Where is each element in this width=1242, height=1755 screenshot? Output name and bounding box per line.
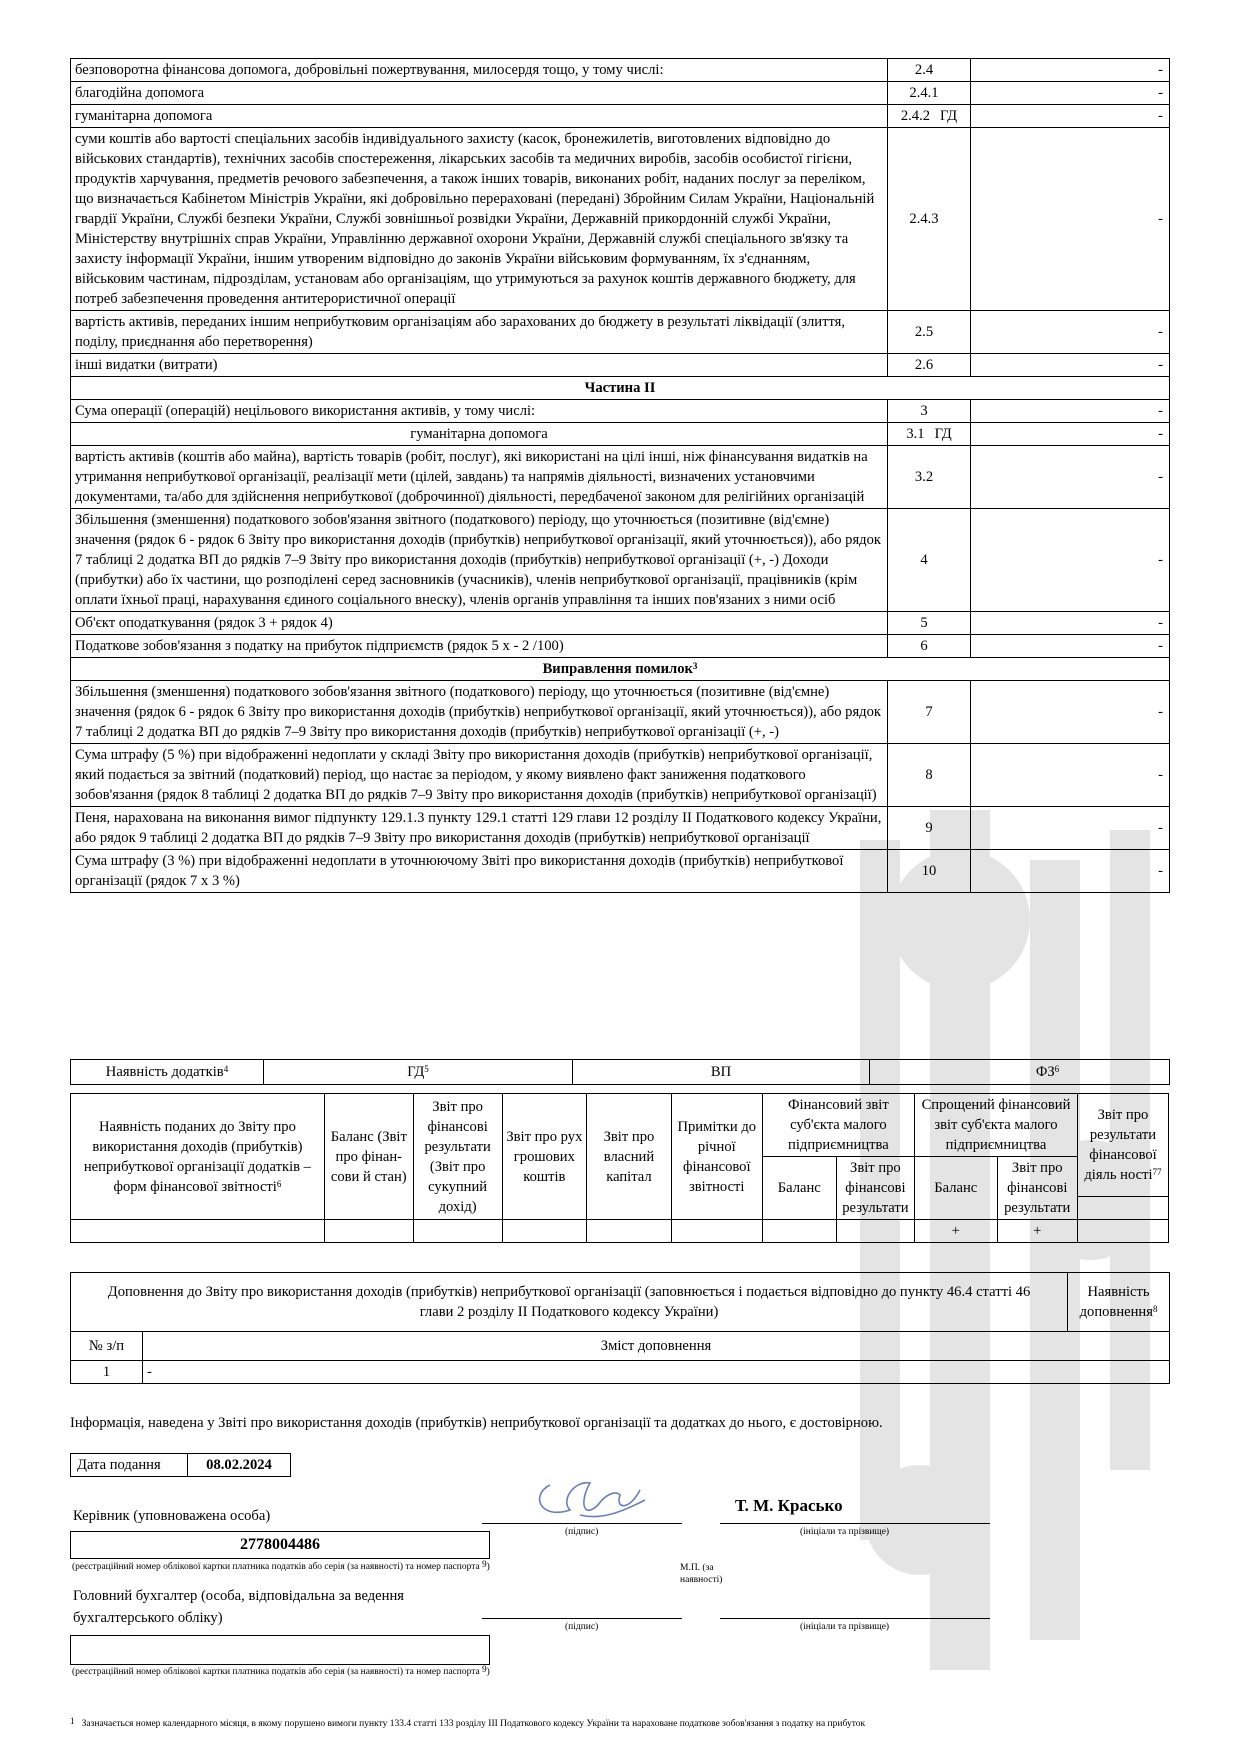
- section-header: Виправлення помилок$^3$: [71, 658, 1170, 681]
- submission-date: [70, 1453, 291, 1477]
- row-text: гуманітарна допомога: [71, 423, 888, 446]
- report-row: [71, 807, 1170, 850]
- row-code: 2.4.2 ГД: [888, 105, 971, 128]
- mark-cell: [836, 1220, 914, 1243]
- report-row: [71, 311, 1170, 354]
- supplement-table: [70, 1272, 1170, 1384]
- report-row: [71, 105, 1170, 128]
- col-simpl-fin: Звіт про фінансові результати: [997, 1157, 1077, 1220]
- report-row: [71, 423, 1170, 446]
- report-row: [71, 59, 1170, 82]
- supplement-col-no: № з/п: [71, 1332, 143, 1361]
- row-text: Сума операції (операцій) нецільового використання активів, у тому числі:: [71, 400, 888, 423]
- row-code: 2.5: [888, 311, 971, 354]
- row-code: 5: [888, 612, 971, 635]
- signature-caption: (підпис): [565, 1527, 599, 1537]
- rnokpp-caption: (реєстраційний номер облікової картки платника податків або серія (за наявності) та номер паспорта $^9$): [72, 1664, 490, 1677]
- report-row: [71, 681, 1170, 744]
- report-row: [71, 446, 1170, 509]
- mark-simpl-fin: +: [997, 1220, 1077, 1243]
- row-text: благодійна допомога: [71, 82, 888, 105]
- section-header-row: [71, 377, 1170, 400]
- initials-caption: (ініціали та прізвище): [800, 1622, 890, 1632]
- footnote: $^1$ Зазначається номер календарного місяця, в якому порушено вимоги пункту 133.4 статті 133 розділу ІІІ Податкового кодексу України та нараховане податкове зобов'язання з податку на прибуток: [70, 1716, 866, 1729]
- row-code: 10: [888, 850, 971, 893]
- row-value: -: [971, 612, 1170, 635]
- report-row: [71, 354, 1170, 377]
- row-value: -: [971, 446, 1170, 509]
- row-text: інші видатки (витрати): [71, 354, 888, 377]
- row-code: 3.2: [888, 446, 971, 509]
- supplement-title: Доповнення до Звіту про використання доходів (прибутків) неприбуткової організації (заповнюється і подається відповідно до пункту 46.4 статті 46 глави 2 розділу ІІ Податкового кодексу України): [71, 1273, 1068, 1332]
- annex-gd: $ГД^5$: [264, 1060, 573, 1085]
- mark-simpl-balance: +: [915, 1220, 998, 1243]
- accountant-rnokpp: [70, 1635, 490, 1665]
- annexes-presence-table: [70, 1059, 1170, 1085]
- rnokpp-caption: (реєстраційний номер облікової картки платника податків або серія (за наявності) та номер паспорта $^9$): [72, 1559, 490, 1572]
- row-value: -: [971, 128, 1170, 311]
- row-text: вартість активів (коштів або майна), вартість товарів (робіт, послуг), які використані на цілі інші, ніж фінансування видатків на утримання неприбуткової організації, реалізації мети (цілей, завдань) та напрямів діяльності, визначених установчими документами, та/або для здійснення неприбуткової (доброчинної) діяльності, передбаченої законом для релігійних організацій: [71, 446, 888, 509]
- row-value: -: [971, 59, 1170, 82]
- initials-caption: (ініціали та прізвище): [800, 1527, 890, 1537]
- supplement-row-content: -: [143, 1361, 1170, 1384]
- mark-cell: [587, 1220, 672, 1243]
- row-text: Об'єкт оподаткування (рядок 3 + рядок 4): [71, 612, 888, 635]
- head-label: Керівник (уповноважена особа): [73, 1508, 271, 1524]
- annexes-label: Наявність додатків$^4$: [71, 1060, 264, 1085]
- col-small-balance: Баланс: [762, 1157, 836, 1220]
- report-row: [71, 744, 1170, 807]
- col-simpl-balance: Баланс: [915, 1157, 998, 1220]
- col-balance: Баланс (Звіт про фінан-сови й стан): [324, 1094, 413, 1220]
- row-mark: ГД: [934, 426, 952, 442]
- date-value: 08.02.2024: [188, 1454, 291, 1477]
- row-text: Сума штрафу (5 %) при відображенні недоплати у складі Звіту про використання доходів (прибутків) неприбуткової організації, який подається за звітний (податковий) період, що настає за періодом, у якому виявлено факт заниження податкового зобов'язання (рядок 8 таблиці 2 додатка ВП до рядків 7–9 Звіту про використання доходів (прибутків) неприбуткової організації): [71, 744, 888, 807]
- section-header: Частина ІІ: [71, 377, 1170, 400]
- col-fin-results: Звіт про фінансові результати (Звіт про сукупний дохід): [413, 1094, 502, 1220]
- row-text: суми коштів або вартості спеціальних засобів індивідуального захисту (касок, бронежилетів, виготовлених відповідно до військових стандартів), технічних засобів спостереження, лікарських засобів та медичних виробів, засобів особистої гігієни, продуктів харчування, предметів речового забезпечення, а також інших товарів, виконаних робіт, наданих послуг за переліком, що визначається Кабінетом Міністрів України, які добровільно перераховані (передані) Збройним Силам України, Національній гвардії України, Службі безпеки України, Службі зовнішньої розвідки України, Державній прикордонній службі України, Міністерству внутрішніх справ України, Управлінню державної охорони України, Державній службі спеціального зв'язку та захисту інформації України, іншим утвореним відповідно до законів України військовим формуванням, їх з'єднанням, військовим частинам, підрозділам, установам або організаціям, що утримуються за рахунок коштів державного бюджету, для потреб забезпечення проведення антитерористичної операції: [71, 128, 888, 311]
- row-code: 3: [888, 400, 971, 423]
- report-row: [71, 82, 1170, 105]
- signature-caption: (підпис): [565, 1622, 599, 1632]
- statements-header: Наявність поданих до Звіту про використання доходів (прибутків) неприбуткової організації додатків – форм фінансової звітності$^6$: [71, 1094, 325, 1220]
- mark-cell: [502, 1220, 587, 1243]
- row-code: 2.6: [888, 354, 971, 377]
- row-code: 2.4: [888, 59, 971, 82]
- row-text: безповоротна фінансова допомога, добровільні пожертвування, милосердя тощо, у тому числі:: [71, 59, 888, 82]
- stamp-caption: М.П. (за наявності): [680, 1563, 723, 1585]
- row-value: -: [971, 509, 1170, 612]
- row-code: 3.1 ГД: [888, 423, 971, 446]
- row-code: 6: [888, 635, 971, 658]
- report-row: [71, 850, 1170, 893]
- row-text: гуманітарна допомога: [71, 105, 888, 128]
- row-value: -: [971, 105, 1170, 128]
- col-activity-spacer: [1077, 1197, 1168, 1220]
- report-row: [71, 612, 1170, 635]
- row-text: Збільшення (зменшення) податкового зобов'язання звітного (податкового) періоду, що уточнюється (позитивне (від'ємне) значення (рядок 6 - рядок 6 Звіту про використання доходів (прибутків) неприбуткової організації, який уточнюється)), або рядок 7 таблиці 2 додатка ВП до рядків 7–9 Звіту про використання доходів (прибутків) неприбуткової організації (+, -) Доходи (прибутки) або їх частини, що розподілені серед засновників (учасників), членів неприбуткової організації, працівників (крім оплати їхньої праці, нарахування єдиного соціального внеску), членів органів управління та інших пов'язаних з ними осіб: [71, 509, 888, 612]
- col-activity: Звіт про результати фінансової діяль ності$^{77}$: [1077, 1094, 1168, 1197]
- row-code: 8: [888, 744, 971, 807]
- row-mark: ГД: [940, 108, 958, 124]
- row-code: 7: [888, 681, 971, 744]
- mark-cell: [671, 1220, 762, 1243]
- col-cash-flow: Звіт про рух грошових коштів: [502, 1094, 587, 1220]
- head-rnokpp: 2778004486: [70, 1531, 490, 1559]
- info-statement: Інформація, наведена у Звіті про використання доходів (прибутків) неприбуткової організації та додатках до нього, є достовірною.: [70, 1415, 883, 1431]
- report-row: [71, 128, 1170, 311]
- date-label: Дата подання: [71, 1454, 188, 1477]
- supplement-col-content: Зміст доповнення: [143, 1332, 1170, 1361]
- annex-vp: ВП: [573, 1060, 870, 1085]
- row-value: -: [971, 635, 1170, 658]
- col-small-entity: Фінансовий звіт суб'єкта малого підприємництва: [762, 1094, 914, 1157]
- annex-fz: $ФЗ^6$: [870, 1060, 1170, 1085]
- row-text: Збільшення (зменшення) податкового зобов'язання звітного (податкового) періоду, що уточнюється (позитивне (від'ємне) значення (рядок 6 - рядок 6 Звіту про використання доходів (прибутків) неприбуткової організації, який уточнюється)), або рядок 7 таблиці 2 додатка ВП до рядків 7–9 Звіту про використання доходів (прибутків) неприбуткової організації (+, -): [71, 681, 888, 744]
- row-value: -: [971, 354, 1170, 377]
- row-value: -: [971, 850, 1170, 893]
- row-value: -: [971, 400, 1170, 423]
- row-code: 4: [888, 509, 971, 612]
- row-value: -: [971, 681, 1170, 744]
- report-row: [71, 509, 1170, 612]
- col-simplified: Спрощений фінансовий звіт суб'єкта малого підприємництва: [915, 1094, 1078, 1157]
- report-row: [71, 635, 1170, 658]
- row-code: 9: [888, 807, 971, 850]
- col-small-fin: Звіт про фінансові результати: [836, 1157, 914, 1220]
- row-text: Податкове зобов'язання з податку на прибуток підприємств (рядок 5 х - 2 /100): [71, 635, 888, 658]
- head-name: Т. М. Красько: [735, 1496, 843, 1515]
- row-value: -: [971, 82, 1170, 105]
- supplement-presence: Наявність доповнення$^8$: [1068, 1273, 1170, 1332]
- supplement-row-no: 1: [71, 1361, 143, 1384]
- mark-cell: [71, 1220, 325, 1243]
- col-notes: Примітки до річної фінансової звітності: [671, 1094, 762, 1220]
- mark-cell: [1077, 1220, 1168, 1243]
- row-value: -: [971, 744, 1170, 807]
- row-value: -: [971, 311, 1170, 354]
- row-value: -: [971, 807, 1170, 850]
- row-code: 2.4.3: [888, 128, 971, 311]
- row-text: Сума штрафу (3 %) при відображенні недоплати в уточнюючому Звіті про використання доходів (прибутків) неприбуткової організації (рядок 7 х 3 %): [71, 850, 888, 893]
- accountant-label: Головний бухгалтер (особа, відповідальна за ведення бухгалтерського обліку): [73, 1588, 404, 1626]
- mark-cell: [762, 1220, 836, 1243]
- row-text: вартість активів, переданих іншим неприбутковим організаціям або зарахованих до бюджету в результаті ліквідації (злиття, поділу, приєднання або перетворення): [71, 311, 888, 354]
- col-equity: Звіт про власний капітал: [587, 1094, 672, 1220]
- section-header-row: [71, 658, 1170, 681]
- row-value: -: [971, 423, 1170, 446]
- signature-image: [520, 1465, 655, 1535]
- report-table: [70, 58, 1170, 893]
- row-text: Пеня, нарахована на виконання вимог підпункту 129.1.3 пункту 129.1 статті 129 глави 12 розділу ІІ Податкового кодексу України, або рядок 9 таблиці 2 додатка ВП до рядків 7–9 Звіту про використання доходів (прибутків) неприбуткової організації: [71, 807, 888, 850]
- financial-statements-table: [70, 1093, 1169, 1243]
- row-code: 2.4.1: [888, 82, 971, 105]
- mark-cell: [413, 1220, 502, 1243]
- report-row: [71, 400, 1170, 423]
- mark-cell: [324, 1220, 413, 1243]
